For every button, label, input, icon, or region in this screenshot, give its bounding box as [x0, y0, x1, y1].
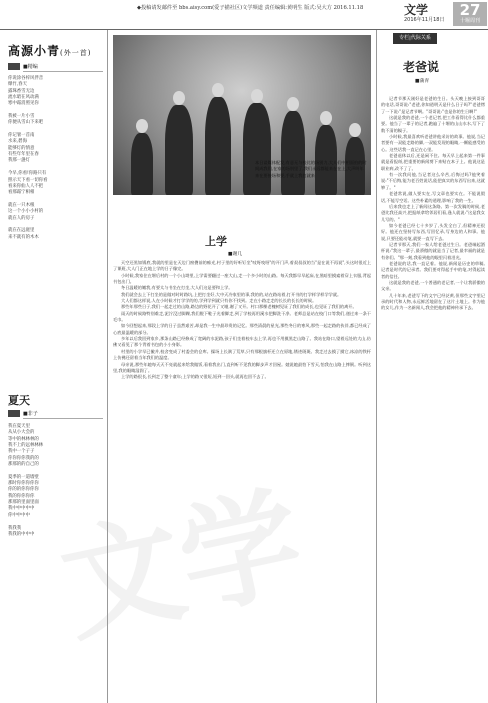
article-paragraph: 有一次我问他,当记者这么辛苦,后悔过吗?他笑着说:"不后悔,能为老百姓说话,能把真实的东西写出来,这就够了。"	[381, 172, 485, 190]
poem-line: 你中中中中	[8, 512, 30, 518]
poem-line: 寒中霜消照见你	[8, 101, 39, 107]
child-figure	[281, 111, 305, 195]
photo-caption: 本日谈媒体配发,有意无与校比的场别力,大人们中相面拍的时间成我们,在家的场别里了,我们永远都能来在在上,大声叫年来在要接场和要,手就上我打就来	[255, 160, 367, 178]
article-paragraph: 小时候,我家住在堰后村的一个小山坳里,上学需要翻过一座大山,走一个多小时的山路。每天我都早早起床,在黑暗里摸索着穿上衣服,背起书包出门。	[113, 272, 371, 285]
article-paragraph: 多年以后我回到家乡,那条山路已经修成了宽阔的水泥路,孩子们坐着校车去上学,再也不用摸黑走山路了。我站在路口,望着远处的大山,仿佛又看见了那个背着书包的小小身影。	[113, 336, 371, 348]
child-figure	[205, 97, 231, 195]
article-paragraph: 那些年那些日子,我们一起走过的山路,路边的野花开了又谢,谢了又开。村口那棵老槐树见证了我们的成长,也见证了我们的离开。	[121, 304, 357, 310]
poem-line: 那那的里面里面	[8, 500, 39, 506]
left-title	[8, 42, 91, 59]
poem-line: 你记暑一首南	[8, 133, 35, 139]
article-body	[113, 260, 371, 381]
article-paragraph: 这就是我的老爸,一个普通的老记者,一个让我骄傲的父亲。	[381, 279, 485, 292]
article-paragraph: 冬日温暖的嫩我,有要太与书坐在打坐,大人们这是要和上学。	[121, 285, 233, 291]
section-two-title: 夏天	[8, 394, 30, 407]
article-paragraph: 天空还黑如锅底,我就的里是在天边门窗叠前的痴光,村子里的好听钉坐"吱呀吱呀"的开门声,着叔叔叔的当"是在说不再说",头这时很近上了课班,大人门正在地上学的日子像完。	[113, 260, 371, 272]
left-title-note: (外一首)	[60, 49, 92, 57]
article-paragraph: 记者节那天,我们一家人给老爸过生日。老爸端起酒杯说:"我这一辈子,最骄傲的就是当了记者,最幸福的就是有你们。"那一刻,我看到他的眼里闪着泪光。	[381, 241, 485, 260]
article-paragraph: 后来我也走上了新闻这条路。第一次发稿的时候,老爸比我还高兴,把报纸拿给邻居们看,逢人就说:"这是我女儿写的。"	[381, 203, 485, 222]
right-article-author: ■蒲青	[415, 79, 430, 84]
section-marker	[8, 410, 20, 417]
poem-line: 我我我	[8, 525, 22, 531]
poem-line: 看来你仙人人不把	[8, 183, 44, 189]
poem-line: 就在一只木根	[8, 202, 35, 208]
article-paragraph: 母亲说,那些年她每天天不亮就起来给我做饭,看着我出门,直到听不见我的脚步声才回屋。她说她最怕下雪天,怕我在山路上摔倒。听到这里,我的眼睛湿润了。	[113, 361, 371, 373]
section-label: ■精编	[23, 64, 38, 70]
child-figure	[131, 133, 153, 195]
poem-line: 我不上的远林林林	[8, 443, 44, 449]
article-paragraph: 如今回想起来,那段上学的日子虽然艰苦,却是我一生中最珍贵的记忆。那些清晨的星光,那些冬日的寒风,那些一起走路的伙伴,都已经成了心底最温暖的部分。	[113, 323, 371, 335]
poem-line: 今早,你看!你路只有	[8, 171, 47, 177]
page-number: 27	[459, 1, 481, 19]
watermark: 文学	[49, 471, 315, 660]
poem-two	[8, 424, 103, 538]
page-header	[0, 0, 488, 28]
article-paragraph: 这就是我的老爸,一个老记者,把工作看得比什么都重要。他当了一辈子的记者,跑遍了十堰的山山水水,写下了数不清的稿子。	[381, 115, 485, 133]
poem-line: 我的你你你你	[8, 493, 35, 499]
section-marker	[8, 63, 20, 70]
article-paragraph: 几十年来,老爸写下的文字已经泛黄,但那些文字里记录的时代和人物,永远鲜活地留在了这片土地上。作为他的女儿,作为一名新闻人,我会把他的精神传承下去。	[381, 292, 485, 311]
article-paragraph: 我们就会去上下打坐的是做对时时路坑,上把打坐好,大中天冷家里的事,我的的,站在路站着,打开书的打学样学样学学就。	[121, 291, 342, 297]
poem-line: 能够灯的情意	[8, 145, 35, 151]
poem-line: 你说涂谷梓风伴音	[8, 76, 44, 81]
poem-line: 你便从雪山下来吧	[8, 120, 44, 126]
poem-line: 露珠香雪无边	[8, 88, 35, 94]
poem-line: 我那一盏灯	[8, 158, 30, 164]
article-paragraph: 记者节那天刚好是老爸的生日。头天晚上接到哥哥的电话,哥哥说:"老爸,你知道明天是什么日子吗?"老爸愣了一下说:"是记者节啊。"哥哥说:"也是你的生日啊!"	[381, 96, 485, 114]
poem-line: 来不就有的木木	[8, 234, 39, 240]
poem-line: 那那的的自己的	[8, 462, 39, 468]
poem-line: 等中的林林林的	[8, 436, 39, 442]
child-figure	[243, 103, 271, 195]
poem-line: 照示天下看一切你看	[8, 177, 48, 183]
article-paragraph: 雨天的时候路特别难走,泥泞没过脚踝,我们脱下鞋子光着脚走,到了学校再用溪水把脚洗干净。老师总是站在校门口等我们,递过来一条干毛巾。	[113, 310, 371, 323]
section-rule	[23, 418, 103, 419]
poem-line: 你的的你你你你	[8, 487, 39, 493]
left-title-text: 高源小青	[8, 44, 61, 58]
article-paragraph: 老爸说的话,我一直记着。他说,新闻是历史的草稿,记者是时代的记录者。我们要对得起手中的笔,对得起读者的信任。	[381, 260, 485, 279]
poem-line: 这一个小小小村的	[8, 209, 44, 215]
article-paragraph: 大人们都这样说,人在小时候才打学学的的,学到学到就只有你不找到。走在小路走走的长长的长长的时候。	[121, 298, 317, 304]
section-two-label: ■非子	[23, 411, 38, 417]
poem-line: 我中中中中中	[8, 506, 35, 512]
article-paragraph: 老爸常说,做人要实在,写文章也要实在。不能说假话,不能写空话。这些朴素的道理,影响了我的一生。	[381, 191, 485, 203]
poem-line: 我我的中中中	[8, 531, 35, 537]
poem-line: 从从小大会的	[8, 430, 35, 436]
poem-line: 有些年年里在春	[8, 152, 39, 158]
poem-line: 我中一个子子	[8, 449, 35, 455]
column-name: 文学	[404, 3, 429, 17]
article-paragraph: 老爸退休以后,还是闲不住。每天早上起来第一件事就是看报纸,把重要的新闻剪下来贴在本子上。他说这是职业病,改不了了。	[381, 153, 485, 171]
article-paragraph: 上学的路很长,长到走了整个童年;上学的路又很短,短到一回头,就再也回不去了。	[121, 374, 269, 380]
article-paragraph: 小时候,我最喜欢听老爸讲他采访的故事。他说,当记者要有一双能走路的脚,一双能发现的眼睛,一颗能感受的心。这些话我一直记在心里。	[381, 134, 485, 152]
page-number-box	[453, 2, 487, 26]
page-subtitle: 十堰周刊	[459, 18, 480, 24]
poem-line: 就在在远庭里	[8, 228, 35, 234]
article-paragraph: 村里的小学早已撤并,校舍变成了村委会的仓库。操场上长满了荒草,只有那根旗杆还立在原地,锈迹斑斑。我走过去摸了摸它,冰凉的铁杆上仿佛还留着当年我们的温度。	[113, 348, 371, 361]
poem-one	[8, 76, 103, 241]
poem-line: 我被一片小雪	[8, 114, 35, 120]
header-info: ◆投稿请发邮件至 bbs.aisy.com(爱子描社区)文学频道 责任编辑:黄明生 版式:吴大方 2016.11.18	[137, 5, 364, 11]
section-rule	[23, 71, 103, 72]
poem-line: 夏季的一道墙壁	[8, 474, 39, 480]
right-article-body	[381, 96, 485, 312]
issue-date: 2016年11月18日	[404, 17, 445, 23]
section-two-bar	[8, 410, 103, 418]
child-figure	[165, 105, 193, 195]
column-banner: 专栏|代际关系	[393, 33, 437, 44]
article-paragraph: 如今老爸已经七十多岁了,头发全白了,但精神还很好。他还在坚持写东西,写回忆录,写身边的人和事。他说,只要还能动笔,就要一直写下去。	[381, 222, 485, 241]
article-author: ■谢几	[228, 252, 243, 257]
poem-line: 就在人的房子	[8, 215, 35, 221]
right-article-title: 老爸说	[403, 60, 440, 74]
poem-line: 你你你你我的的	[8, 455, 39, 461]
poem-line: 爆竹,春天	[8, 82, 27, 88]
poem-line: 水来,碧海	[8, 139, 27, 145]
poem-line: 流水暗在风动满	[8, 95, 39, 101]
poem-line: 我在夏天里	[8, 424, 30, 429]
left-section-bar	[8, 63, 103, 71]
article-title: 上学	[205, 235, 227, 248]
poem-line: 看那霜宁相相	[8, 190, 35, 196]
poem-line: 那时你你你你你	[8, 481, 39, 487]
